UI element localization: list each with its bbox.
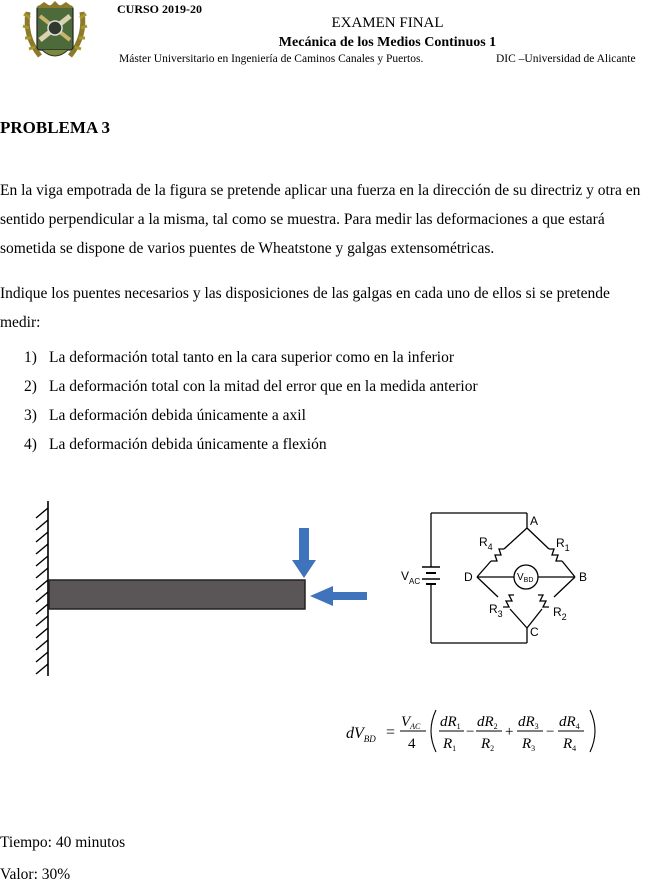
svg-text:+: + — [505, 724, 514, 740]
department: DIC –Universidad de Alicante — [496, 53, 636, 65]
svg-text:R3: $R_3$ — [522, 736, 536, 753]
course-year: CURSO 2019-20 — [117, 2, 203, 16]
problem-statement: En la viga empotrada de la figura se pretende aplicar una fuerza en la dirección de su directriz y otra en sentido perpendicular a la misma, tal como se muestra. Para medir las deformaciones a que estará sometida se dispone de varios puentes de Wheatstone y galgas extensométricas. — [0, 182, 641, 257]
svg-text:VAC: $V_{AC}$ — [401, 714, 421, 731]
resistor-r3-label: $R_3$ — [489, 602, 503, 619]
list-item: 4) La deformación debida únicamente a flexión — [24, 436, 327, 453]
cantilever-beam-figure — [28, 496, 373, 681]
svg-text:=: = — [386, 724, 396, 741]
svg-text:dVBD: $dV_{BD}$ — [346, 725, 376, 744]
subject-title: Mecánica de los Medios Continuos 1 — [278, 35, 497, 50]
master-program: Máster Universitario en Ingeniería de Caminos Canales y Puertos. — [119, 53, 424, 65]
fixed-support — [36, 501, 48, 676]
node-b-label: B — [579, 570, 588, 584]
bridge-formula — [346, 702, 616, 762]
node-c-label: C — [530, 625, 539, 639]
svg-text:R1: $R_1$ — [443, 736, 457, 753]
svg-text:4: 4 — [408, 736, 416, 752]
svg-text:dR1: $dR_1$ — [440, 714, 461, 731]
vertical-force-arrow — [292, 528, 316, 578]
wheatstone-bridge-diagram — [398, 505, 608, 655]
resistor-r1-label: $R_1$ — [556, 536, 570, 553]
svg-text:dR2: $dR_2$ — [477, 714, 498, 731]
list-item: 3) La deformación debida únicamente a axil — [24, 407, 306, 424]
axial-force-arrow — [310, 586, 367, 606]
problem-question: Indique los puentes necesarios y las disposiciones de las galgas en cada uno de ellos si se pretende medir: — [0, 285, 610, 331]
list-item: 2) La deformación total con la mitad del error que en la medida anterior — [24, 378, 478, 395]
svg-text:R2: $R_2$ — [481, 736, 495, 753]
source-label: $V_{AC}$ — [401, 569, 421, 586]
svg-text:−: − — [466, 724, 475, 740]
node-a-label: A — [530, 514, 539, 528]
exam-title: EXAMEN FINAL — [331, 15, 444, 31]
university-logo — [20, 0, 90, 66]
resistor-r2-label: $R_2$ — [553, 605, 567, 622]
beam — [49, 580, 305, 609]
svg-text:dR4: $dR_4$ — [559, 714, 580, 731]
resistor-r4-label: $R_4$ — [479, 535, 493, 552]
voltmeter-label: $V_{BD}$ — [517, 572, 534, 584]
problem-weight: Valor: 30% — [0, 866, 71, 883]
svg-text:−: − — [546, 724, 555, 740]
node-d-label: D — [464, 570, 473, 584]
svg-text:dR3: $dR_3$ — [518, 714, 539, 731]
time-limit: Tiempo: 40 minutos — [0, 834, 126, 851]
problem-title: PROBLEMA 3 — [0, 118, 111, 137]
svg-text:R4: $R_4$ — [563, 736, 577, 753]
list-item: 1) La deformación total tanto en la cara superior como en la inferior — [24, 349, 454, 366]
